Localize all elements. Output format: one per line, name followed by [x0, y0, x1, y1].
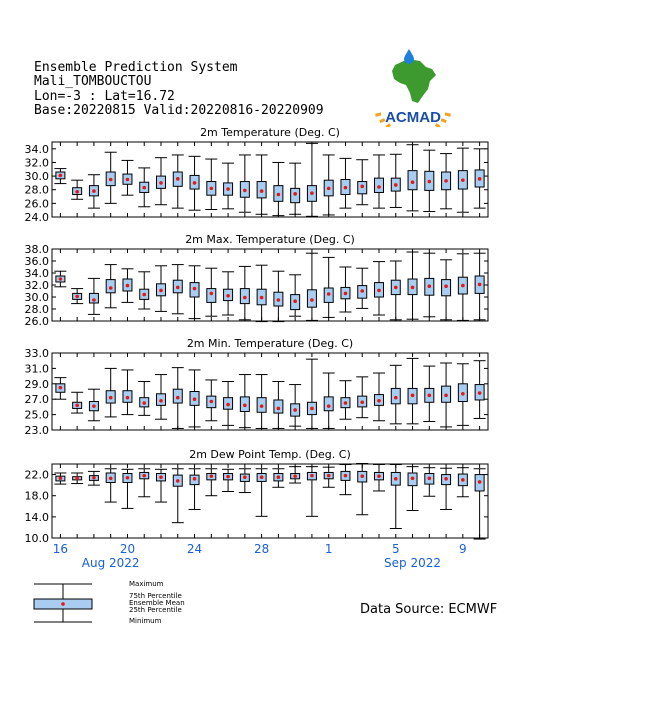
mean-marker	[210, 292, 214, 296]
box-day-11	[222, 469, 234, 491]
box-day-10	[205, 469, 217, 496]
box-day-22	[407, 252, 419, 319]
box-day-5	[121, 160, 133, 195]
x-tick-label: 1	[324, 542, 333, 556]
mean-marker	[210, 474, 214, 478]
box-day-3	[88, 471, 100, 485]
box-day-16	[306, 467, 318, 517]
y-tick-label: 32.0	[24, 279, 49, 292]
y-tick-label: 28.0	[24, 303, 49, 316]
box-day-4	[105, 368, 117, 417]
mean-marker	[277, 298, 281, 302]
box-day-7	[155, 469, 167, 502]
y-tick-label: 33.0	[24, 347, 49, 360]
iqr-box	[207, 289, 216, 303]
mean-marker	[109, 476, 113, 480]
box-day-9	[189, 156, 201, 210]
legend-25th-percentile: 25th Percentile	[129, 606, 182, 614]
mean-marker	[293, 408, 297, 412]
box-day-11	[222, 381, 234, 425]
mean-marker	[92, 404, 96, 408]
x-tick-label: 24	[186, 542, 203, 556]
mean-marker	[109, 286, 113, 290]
y-tick-label: 24.0	[24, 211, 49, 224]
box-day-19	[356, 268, 368, 308]
box-day-26	[474, 253, 486, 320]
mean-marker	[193, 181, 197, 185]
box-day-12	[239, 266, 251, 319]
box-day-25	[457, 364, 469, 426]
box-day-23	[423, 366, 435, 421]
box-day-20	[373, 262, 385, 315]
iqr-box	[324, 397, 333, 411]
mean-marker	[394, 183, 398, 187]
box-day-1	[54, 473, 66, 484]
box-day-10	[205, 159, 217, 209]
mean-marker	[428, 476, 432, 480]
box-day-15	[289, 275, 301, 316]
mean-marker	[360, 289, 364, 293]
mean-marker	[59, 476, 63, 480]
box-day-17	[323, 467, 335, 487]
box-day-23	[423, 468, 435, 497]
mean-marker	[394, 286, 398, 290]
mean-marker	[377, 399, 381, 403]
panel-frame	[52, 353, 488, 430]
box-day-12	[239, 155, 251, 212]
box-day-17	[323, 373, 335, 428]
y-tick-label: 23.0	[24, 424, 49, 437]
box-day-22	[407, 145, 419, 211]
mean-marker	[193, 477, 197, 481]
box-day-24	[440, 363, 452, 427]
box-day-3	[88, 278, 100, 314]
box-day-8	[172, 469, 184, 523]
station-coordinates: Lon=-3 : Lat=16.72	[34, 89, 175, 104]
mean-marker	[243, 189, 247, 193]
box-day-15	[289, 385, 301, 427]
box-day-12	[239, 375, 251, 428]
mean-marker	[59, 174, 63, 178]
mean-marker	[109, 178, 113, 182]
mean-marker	[126, 284, 130, 288]
box-day-1	[54, 169, 66, 184]
box-day-18	[339, 465, 351, 495]
x-tick-label: 5	[391, 542, 400, 556]
box-day-3	[88, 175, 100, 208]
mean-marker	[478, 177, 482, 181]
box-day-17	[323, 155, 335, 215]
box-day-16	[306, 359, 318, 428]
box-day-21	[390, 154, 402, 207]
mean-marker	[461, 478, 465, 482]
mean-marker	[260, 404, 264, 408]
month-label: Aug 2022	[81, 556, 140, 570]
box-day-18	[339, 158, 351, 208]
panel-title: 2m Max. Temperature (Deg. C)	[185, 233, 355, 246]
mean-marker	[226, 294, 230, 298]
box-day-19	[356, 160, 368, 205]
box-day-9	[189, 266, 201, 319]
box-day-7	[155, 158, 167, 205]
box-day-13	[256, 155, 268, 214]
mean-marker	[159, 181, 163, 185]
box-day-14	[272, 469, 284, 488]
mean-marker	[478, 283, 482, 287]
mean-marker	[260, 296, 264, 300]
box-day-11	[222, 272, 234, 315]
box-day-2	[71, 392, 83, 413]
mean-marker	[75, 295, 79, 299]
box-day-10	[205, 380, 217, 421]
box-day-13	[256, 469, 268, 517]
box-day-16	[306, 143, 318, 216]
box-day-22	[407, 358, 419, 423]
mean-marker	[411, 286, 415, 290]
box-day-21	[390, 365, 402, 424]
mean-marker	[461, 284, 465, 288]
legend	[32, 580, 185, 626]
mean-marker	[478, 391, 482, 395]
box-day-23	[423, 150, 435, 211]
mean-marker	[461, 178, 465, 182]
forecast-base-valid: Base:20220815 Valid:20220816-20220909	[34, 103, 324, 118]
mean-marker	[428, 284, 432, 288]
mean-marker	[360, 474, 364, 478]
mean-marker	[193, 287, 197, 291]
y-tick-label: 25.0	[24, 408, 49, 422]
box-day-11	[222, 163, 234, 209]
box-day-24	[440, 154, 452, 209]
box-day-10	[205, 268, 217, 316]
legend-box-glyph	[32, 580, 94, 626]
mean-marker	[394, 396, 398, 400]
mean-marker	[159, 289, 163, 293]
box-day-4	[105, 265, 117, 308]
data-source: Data Source: ECMWF	[360, 602, 498, 617]
box-day-19	[356, 377, 368, 418]
box-day-2	[71, 473, 83, 484]
box-day-24	[440, 260, 452, 320]
y-tick-label: 10.0	[24, 532, 49, 545]
box-day-9	[189, 370, 201, 427]
mean-marker	[109, 396, 113, 400]
y-tick-label: 14.0	[24, 510, 49, 524]
mean-marker	[444, 284, 448, 288]
box-day-25	[457, 254, 469, 321]
box-day-1	[54, 378, 66, 400]
mean-marker	[310, 191, 314, 195]
box-day-4	[105, 469, 117, 502]
y-tick-label: 27.0	[24, 393, 49, 407]
mean-marker	[377, 474, 381, 478]
y-tick-label: 30.0	[24, 291, 49, 304]
box-day-25	[457, 468, 469, 497]
mean-marker	[226, 475, 230, 479]
box-day-7	[155, 266, 167, 312]
box-day-15	[289, 163, 301, 214]
x-tick-label: 20	[119, 542, 136, 556]
y-tick-label: 31.0	[24, 362, 49, 376]
box-day-7	[155, 375, 167, 420]
mean-marker	[327, 404, 331, 408]
mean-marker	[243, 475, 247, 479]
box-day-5	[121, 269, 133, 303]
mean-marker	[277, 475, 281, 479]
mean-marker	[210, 400, 214, 404]
mean-marker	[394, 477, 398, 481]
mean-marker	[277, 407, 281, 411]
panel-frame	[52, 464, 488, 538]
mean-marker	[310, 474, 314, 478]
mean-marker	[310, 298, 314, 302]
mean-marker	[327, 474, 331, 478]
mean-marker	[428, 180, 432, 184]
box-day-18	[339, 267, 351, 312]
box-day-26	[474, 361, 486, 419]
mean-marker	[75, 190, 79, 194]
y-tick-label: 28.0	[24, 183, 49, 197]
mean-marker	[243, 404, 247, 408]
y-tick-label: 26.0	[24, 197, 49, 211]
mean-marker	[411, 476, 415, 480]
mean-marker	[360, 400, 364, 404]
x-tick-label: 9	[459, 542, 467, 556]
mean-marker	[126, 178, 130, 182]
y-tick-label: 38.0	[24, 243, 49, 256]
mean-marker	[310, 407, 314, 411]
mean-marker	[277, 193, 281, 197]
panel-frame	[52, 142, 488, 217]
y-tick-label: 34.0	[24, 142, 49, 156]
chart-title: Ensemble Prediction System	[34, 60, 238, 75]
mean-marker	[75, 404, 79, 408]
box-day-8	[172, 155, 184, 208]
mean-marker	[344, 401, 348, 405]
box-day-1	[54, 271, 66, 287]
y-tick-label: 22.0	[24, 468, 49, 482]
box-day-6	[138, 168, 150, 207]
y-tick-label: 34.0	[24, 267, 49, 280]
mean-marker	[260, 189, 264, 193]
panel-title: 2m Min. Temperature (Deg. C)	[186, 337, 354, 350]
chart-panel-4	[25, 448, 489, 545]
mean-marker	[411, 180, 415, 184]
box-day-8	[172, 368, 184, 429]
mean-marker	[126, 396, 130, 400]
mean-marker	[126, 476, 130, 480]
box-day-6	[138, 469, 150, 497]
box-day-15	[289, 467, 301, 483]
iqr-box	[274, 400, 283, 413]
mean-marker	[142, 401, 146, 405]
mean-marker	[344, 474, 348, 478]
box-day-24	[440, 468, 452, 509]
box-day-2	[71, 180, 83, 199]
box-day-17	[323, 257, 335, 317]
box-day-25	[457, 148, 469, 212]
mean-marker	[478, 480, 482, 484]
station-name: Mali_TOMBOUCTOU	[34, 74, 152, 89]
box-day-20	[373, 155, 385, 208]
mean-marker	[377, 185, 381, 189]
x-tick-label: 16	[52, 542, 69, 556]
svg-text:ACMAD: ACMAD	[385, 109, 441, 126]
legend-ensemble-mean: Ensemble Mean	[129, 599, 185, 607]
mean-marker	[210, 187, 214, 191]
mean-marker	[243, 296, 247, 300]
mean-marker	[142, 186, 146, 190]
y-tick-label: 18.0	[24, 489, 49, 503]
mean-marker	[159, 475, 163, 479]
box-day-5	[121, 469, 133, 508]
mean-marker	[327, 187, 331, 191]
legend-minimum: Minimum	[129, 617, 162, 625]
mean-marker	[444, 477, 448, 481]
box-day-18	[339, 381, 351, 420]
mean-marker	[344, 186, 348, 190]
x-tick-label: 28	[253, 542, 270, 556]
mean-marker	[59, 277, 63, 281]
mean-marker	[92, 298, 96, 302]
box-day-20	[373, 465, 385, 491]
box-day-21	[390, 465, 402, 529]
box-day-12	[239, 469, 251, 493]
box-day-19	[356, 463, 368, 514]
mean-marker	[293, 192, 297, 196]
box-day-14	[272, 271, 284, 321]
box-day-6	[138, 381, 150, 415]
mean-marker	[142, 474, 146, 478]
mean-marker	[444, 179, 448, 183]
box-day-16	[306, 253, 318, 320]
mean-marker	[59, 386, 63, 390]
mean-marker	[142, 293, 146, 297]
mean-marker	[444, 394, 448, 398]
mean-marker	[176, 479, 180, 483]
box-day-26	[474, 469, 486, 539]
box-day-6	[138, 272, 150, 309]
box-day-13	[256, 375, 268, 429]
mean-marker	[226, 403, 230, 407]
box-day-14	[272, 162, 284, 215]
mean-marker	[176, 396, 180, 400]
box-day-23	[423, 253, 435, 317]
mean-marker	[411, 394, 415, 398]
mean-marker	[360, 185, 364, 189]
box-day-8	[172, 265, 184, 314]
mean-marker	[92, 476, 96, 480]
y-tick-label: 30.0	[24, 170, 49, 184]
mean-marker	[293, 474, 297, 478]
mean-marker	[226, 187, 230, 191]
mean-marker	[327, 292, 331, 296]
month-label: Sep 2022	[384, 556, 442, 570]
mean-marker	[159, 399, 163, 403]
mean-marker	[176, 286, 180, 290]
chart-panel-2	[25, 233, 489, 328]
box-day-14	[272, 381, 284, 428]
box-day-21	[390, 261, 402, 320]
box-day-5	[121, 370, 133, 415]
mean-marker	[461, 392, 465, 396]
y-tick-label: 32.0	[24, 156, 49, 170]
legend-75th-percentile: 75th Percentile	[129, 592, 182, 600]
box-day-22	[407, 467, 419, 511]
legend-maximum: Maximum	[129, 580, 164, 588]
mean-marker	[75, 476, 79, 480]
panel-frame	[52, 249, 488, 321]
mean-marker	[193, 397, 197, 401]
mean-marker	[176, 177, 180, 181]
mean-marker	[428, 394, 432, 398]
mean-marker	[260, 475, 264, 479]
chart-panel-3	[25, 337, 489, 437]
y-tick-label: 36.0	[24, 255, 49, 268]
box-day-26	[474, 149, 486, 208]
panel-title: 2m Dew Point Temp. (Deg. C)	[189, 448, 351, 461]
mean-marker	[344, 292, 348, 296]
y-tick-label: 29.0	[24, 377, 49, 391]
panel-title: 2m Temperature (Deg. C)	[200, 126, 340, 139]
mean-marker	[293, 299, 297, 303]
mean-marker	[377, 289, 381, 293]
box-day-13	[256, 265, 268, 321]
mean-marker	[92, 189, 96, 193]
box-day-4	[105, 152, 117, 203]
box-day-3	[88, 389, 100, 421]
box-day-2	[71, 289, 83, 304]
chart-panel-1	[25, 126, 489, 224]
y-tick-label: 26.0	[24, 315, 49, 328]
box-day-20	[373, 373, 385, 421]
iqr-box	[408, 171, 417, 190]
box-day-9	[189, 469, 201, 510]
